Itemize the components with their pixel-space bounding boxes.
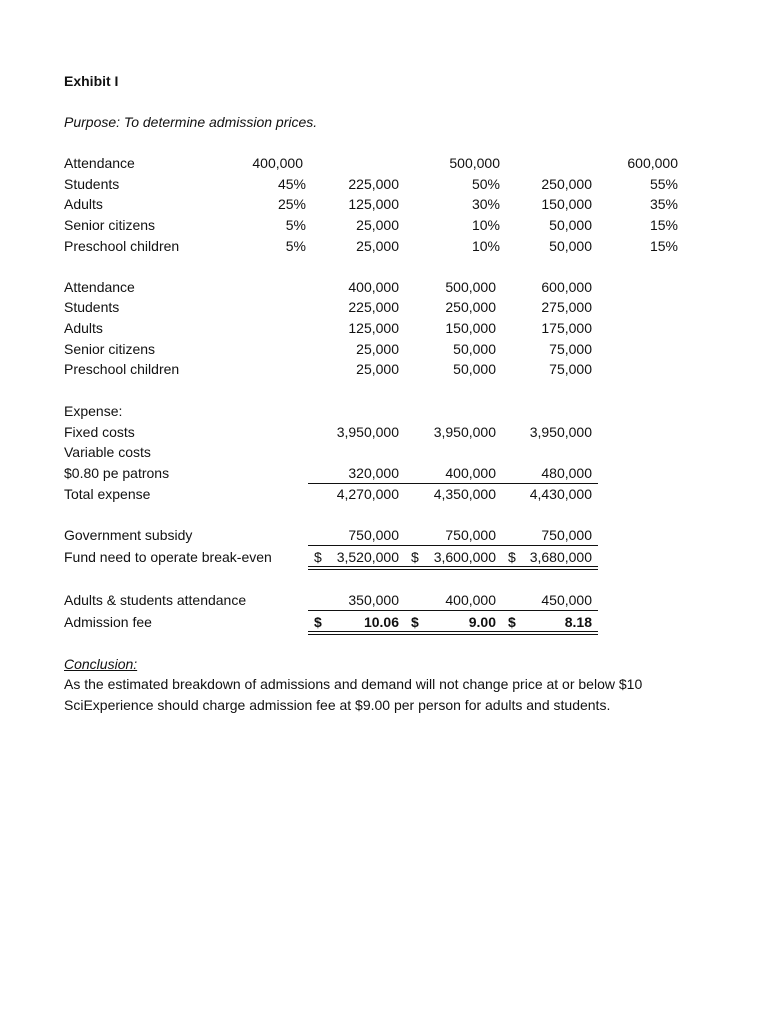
summary-value: 250,000 bbox=[445, 299, 496, 315]
fund-need-value: 3,680,000 bbox=[529, 549, 592, 565]
purpose-text: Purpose: To determine admission prices. bbox=[64, 114, 318, 130]
summary-value: 50,000 bbox=[453, 361, 496, 377]
subsidy-value: 750,000 bbox=[445, 527, 496, 543]
conclusion-line: As the estimated breakdown of admissions and demand will not change price at or below $10 bbox=[64, 676, 643, 692]
fixed-costs-label: Fixed costs bbox=[64, 424, 135, 440]
currency-symbol: $ bbox=[314, 614, 322, 630]
mix-row-label: Preschool children bbox=[64, 238, 180, 254]
double-rule-top bbox=[308, 566, 598, 567]
fund-need-value: 3,520,000 bbox=[336, 549, 399, 565]
mix-pct: 55% bbox=[649, 176, 678, 192]
double-rule-bottom bbox=[308, 569, 598, 570]
subsidy-value: 750,000 bbox=[541, 527, 592, 543]
summary-value: 150,000 bbox=[445, 320, 496, 336]
total-expense-value: 4,270,000 bbox=[336, 486, 399, 502]
admission-fee-value: 9.00 bbox=[468, 614, 496, 630]
mix-pct: 15% bbox=[649, 238, 678, 254]
mix-total: 600,000 bbox=[627, 155, 678, 171]
variable-costs-label: Variable costs bbox=[64, 444, 151, 460]
per-patron-value: 320,000 bbox=[348, 465, 399, 481]
per-patron-value: 480,000 bbox=[541, 465, 592, 481]
total-expense-value: 4,350,000 bbox=[433, 486, 496, 502]
mix-pct: 10% bbox=[471, 217, 500, 233]
conclusion-heading: Conclusion: bbox=[64, 656, 138, 672]
adults-students-value: 450,000 bbox=[541, 592, 592, 608]
summary-value: 400,000 bbox=[348, 279, 399, 295]
mix-count: 25,000 bbox=[356, 217, 399, 233]
mix-pct: 45% bbox=[277, 176, 306, 192]
mix-pct: 50% bbox=[471, 176, 500, 192]
mix-total: 400,000 bbox=[252, 155, 303, 171]
double-rule-bottom bbox=[308, 634, 598, 635]
mix-attendance-label: Attendance bbox=[64, 155, 135, 171]
total-expense-value: 4,430,000 bbox=[529, 486, 592, 502]
admission-fee-value: 8.18 bbox=[564, 614, 592, 630]
mix-count: 125,000 bbox=[348, 196, 399, 212]
per-patron-label: $0.80 pe patrons bbox=[64, 465, 170, 481]
fixed-costs-value: 3,950,000 bbox=[433, 424, 496, 440]
currency-symbol: $ bbox=[411, 614, 419, 630]
mix-count: 150,000 bbox=[541, 196, 592, 212]
mix-pct: 10% bbox=[471, 238, 500, 254]
expense-header: Expense: bbox=[64, 403, 123, 419]
mix-count: 250,000 bbox=[541, 176, 592, 192]
mix-row-label: Adults bbox=[64, 196, 103, 212]
summary-value: 175,000 bbox=[541, 320, 592, 336]
currency-symbol: $ bbox=[411, 549, 419, 565]
currency-symbol: $ bbox=[508, 614, 516, 630]
adults-students-value: 350,000 bbox=[348, 592, 399, 608]
summary-row-label: Students bbox=[64, 299, 120, 315]
summary-row-label: Senior citizens bbox=[64, 341, 156, 357]
fixed-costs-value: 3,950,000 bbox=[529, 424, 592, 440]
summary-value: 25,000 bbox=[356, 341, 399, 357]
mix-count: 50,000 bbox=[549, 217, 592, 233]
summary-value: 500,000 bbox=[445, 279, 496, 295]
adults-students-value: 400,000 bbox=[445, 592, 496, 608]
per-patron-value: 400,000 bbox=[445, 465, 496, 481]
mix-pct: 15% bbox=[649, 217, 678, 233]
conclusion-line: SciExperience should charge admission fee at $9.00 per person for adults and students. bbox=[64, 697, 611, 713]
admission-fee-label: Admission fee bbox=[64, 614, 152, 630]
currency-symbol: $ bbox=[508, 549, 516, 565]
mix-total: 500,000 bbox=[449, 155, 500, 171]
mix-count: 50,000 bbox=[549, 238, 592, 254]
mix-pct: 5% bbox=[285, 238, 306, 254]
subtotal-rule bbox=[308, 483, 598, 484]
subsidy-label: Government subsidy bbox=[64, 527, 193, 543]
total-expense-label: Total expense bbox=[64, 486, 151, 502]
adults-students-label: Adults & students attendance bbox=[64, 592, 247, 608]
summary-row-label: Preschool children bbox=[64, 361, 180, 377]
mix-count: 225,000 bbox=[348, 176, 399, 192]
fund-need-value: 3,600,000 bbox=[433, 549, 496, 565]
summary-value: 75,000 bbox=[549, 361, 592, 377]
exhibit-title: Exhibit I bbox=[64, 73, 119, 89]
mix-row-label: Students bbox=[64, 176, 120, 192]
mix-pct: 30% bbox=[471, 196, 500, 212]
mix-pct: 35% bbox=[649, 196, 678, 212]
summary-row-label: Adults bbox=[64, 320, 103, 336]
mix-count: 25,000 bbox=[356, 238, 399, 254]
fixed-costs-value: 3,950,000 bbox=[336, 424, 399, 440]
summary-value: 125,000 bbox=[348, 320, 399, 336]
summary-value: 50,000 bbox=[453, 341, 496, 357]
admission-fee-value: 10.06 bbox=[363, 614, 399, 630]
subtotal-rule bbox=[308, 545, 598, 546]
subsidy-value: 750,000 bbox=[348, 527, 399, 543]
summary-value: 225,000 bbox=[348, 299, 399, 315]
mix-row-label: Senior citizens bbox=[64, 217, 156, 233]
mix-pct: 25% bbox=[277, 196, 306, 212]
fund-need-label: Fund need to operate break-even bbox=[64, 549, 272, 565]
summary-value: 275,000 bbox=[541, 299, 592, 315]
double-rule-top bbox=[308, 631, 598, 632]
summary-value: 600,000 bbox=[541, 279, 592, 295]
summary-row-label: Attendance bbox=[64, 279, 135, 295]
currency-symbol: $ bbox=[314, 549, 322, 565]
subtotal-rule bbox=[308, 610, 598, 611]
mix-pct: 5% bbox=[285, 217, 306, 233]
summary-value: 75,000 bbox=[549, 341, 592, 357]
summary-value: 25,000 bbox=[356, 361, 399, 377]
